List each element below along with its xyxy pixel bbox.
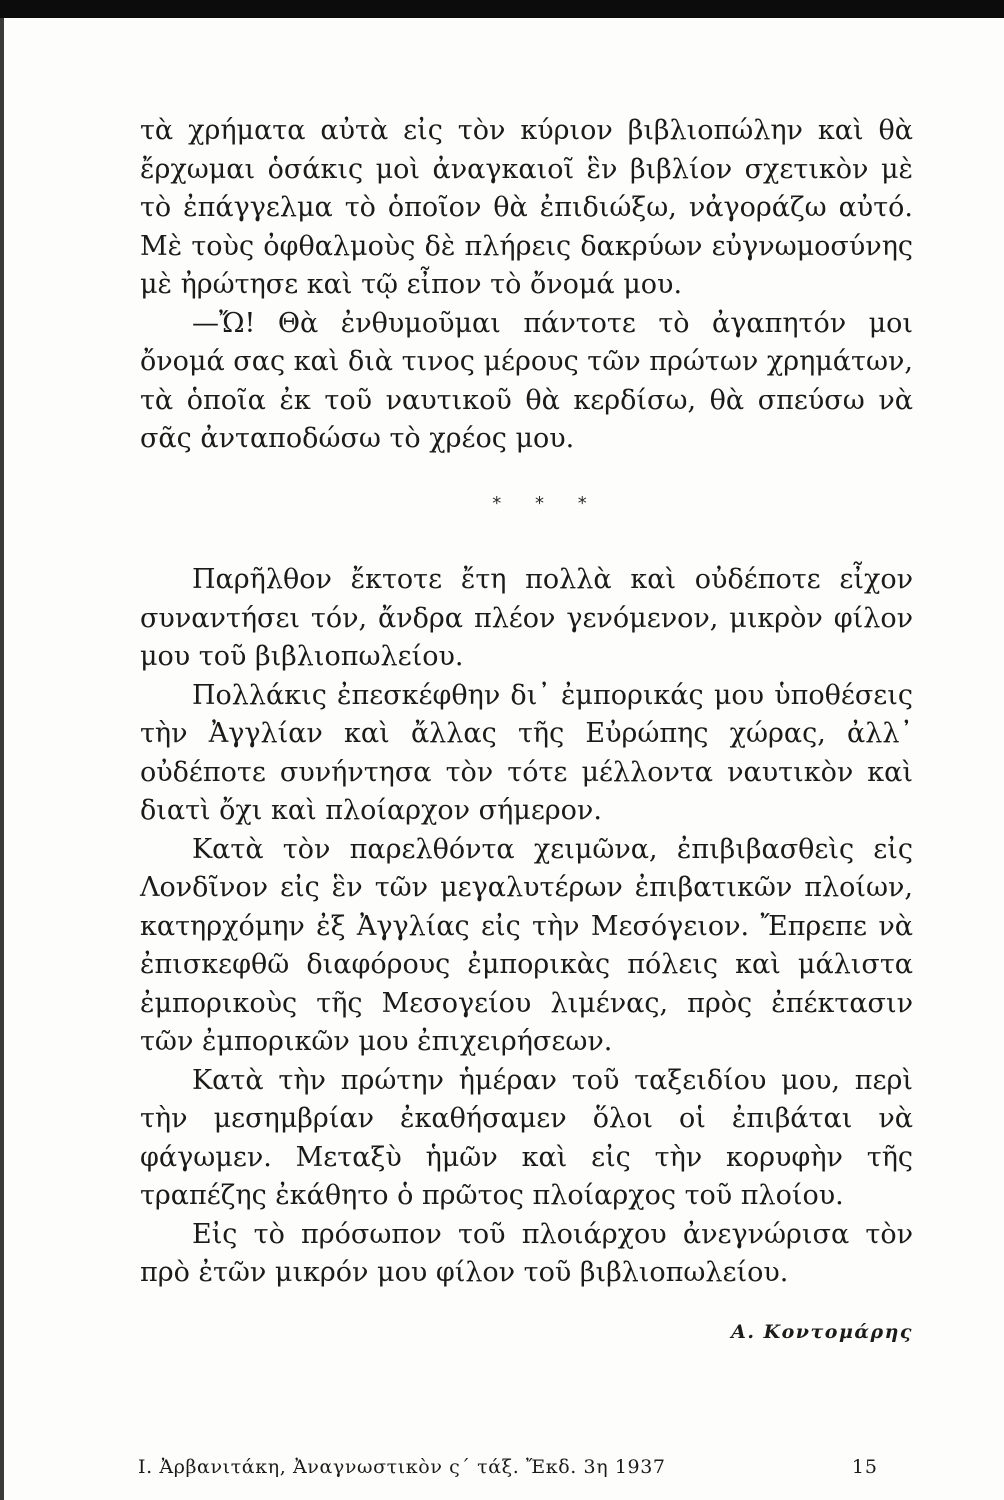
body-text (140, 112, 913, 1351)
footer-source: Ι. Ἀρβανιτάκη, Ἀναγνωστικὸν ς´ τάξ. Ἔκδ. 3η 1937 (138, 1456, 666, 1478)
section-separator: * * * (492, 492, 601, 514)
paragraph: τὰ χρήματα αὐτὰ εἰς τὸν κύριον βιβλιοπώλην καὶ θὰ ἔρχωμαι ὁσάκις μοὶ ἀναγκαιοῖ ἓν βιβλίον σχετικὸν μὲ τὸ ἐπάγγελμα τὸ ὁποῖον θὰ ἐπιδιώξω, νἀγοράζω αὐτό. Μὲ τοὺς ὀφθαλμοὺς δὲ πλήρεις δακρύων εὐγνωμοσύνης μὲ ἠρώτησε καὶ τῷ εἶπον τὸ ὄνομά μου. (140, 115, 913, 300)
paragraph: Κατὰ τὴν πρώτην ἡμέραν τοῦ ταξειδίου μου, περὶ τὴν μεσημβρίαν ἐκαθήσαμεν ὅλοι οἱ ἐπιβάται νὰ φάγωμεν. Μεταξὺ ἡμῶν καὶ εἰς τὴν κορυφὴν τῆς τραπέζης ἐκάθητο ὁ πρῶτος πλοίαρχος τοῦ πλοίου. (140, 1064, 913, 1211)
paragraph: Πολλάκις ἐπεσκέφθην δι᾽ ἐμπορικάς μου ὑποθέσεις τὴν Ἀγγλίαν καὶ ἄλλας τῆς Εὐρώπης χώρας, ἀλλ᾽ οὐδέποτε συνήντησα τὸν τότε μέλλοντα ναυτικὸν καὶ διατὶ ὄχι καὶ πλοίαρχον σήμερον. (140, 679, 913, 826)
author-signature: Α. Κοντομάρης (731, 1320, 913, 1343)
scan-border-top (0, 0, 1004, 18)
paragraph: Εἰς τὸ πρόσωπον τοῦ πλοιάρχου ἀνεγνώρισα τὸν πρὸ ἐτῶν μικρόν μου φίλον τοῦ βιβλιοπωλείου. (140, 1218, 913, 1288)
paragraph: —Ὤ! Θὰ ἐνθυμοῦμαι πάντοτε τὸ ἀγαπητόν μοι ὄνομά σας καὶ διὰ τινος μέρους τῶν πρώτων χρημάτων, τὰ ὁποῖα ἐκ τοῦ ναυτικοῦ θὰ κερδίσω, θὰ σπεύσω νὰ σᾶς ἀνταποδώσω τὸ χρέος μου. (140, 307, 913, 454)
book-page (4, 18, 1004, 1500)
paragraph: Παρῆλθον ἔκτοτε ἔτη πολλὰ καὶ οὐδέποτε εἶχον συναντήσει τόν, ἄνδρα πλέον γενόμενον, μικρὸν φίλον μου τοῦ βιβλιοπωλείου. (140, 564, 913, 672)
paragraph: Κατὰ τὸν παρελθόντα χειμῶνα, ἐπιβιβασθεὶς εἰς Λονδῖνον εἰς ἓν τῶν μεγαλυτέρων ἐπιβατικῶν πλοίων, κατηρχόμην ἐξ Ἀγγλίας εἰς τὴν Μεσόγειον. Ἔπρεπε νὰ ἐπισκεφθῶ διαφόρους ἐμπορικὰς πόλεις καὶ μάλιστα ἐμπορικοὺς τῆς Μεσογείου λιμένας, πρὸς ἐπέκτασιν τῶν ἐμπορικῶν μου ἐπιχειρήσεων. (140, 833, 913, 1057)
page-footer (138, 1456, 878, 1478)
page-number: 15 (851, 1456, 878, 1478)
